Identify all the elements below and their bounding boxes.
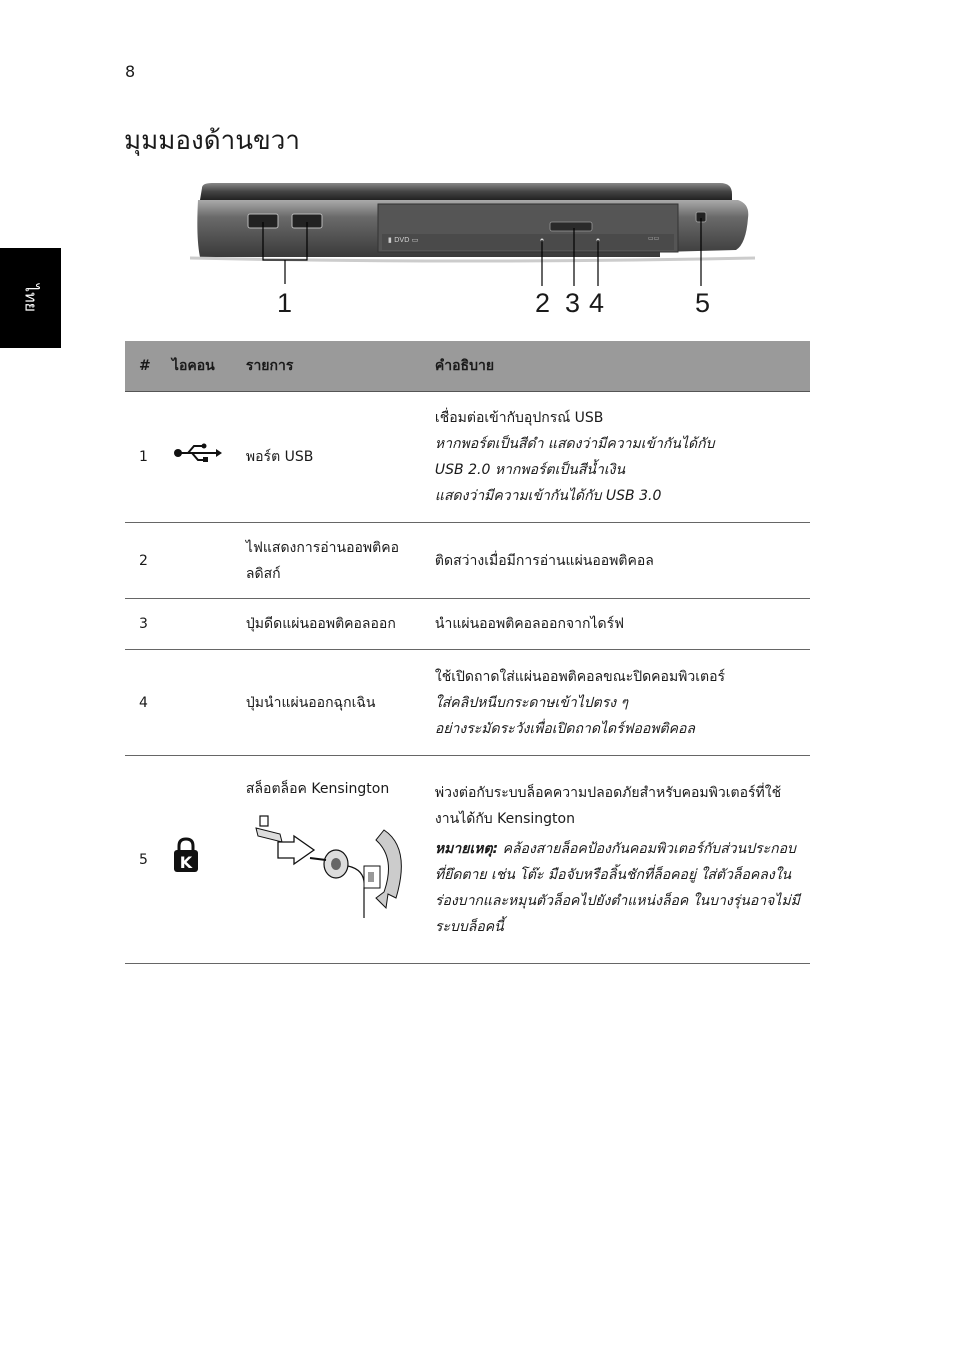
row-item: พอร์ต USB bbox=[232, 392, 421, 523]
note-label: หมายเหตุ: bbox=[434, 840, 499, 857]
kensington-desc: พ่วงต่อกับระบบล็อคความปลอดภัยสำหรับคอมพิวเตอร์ที่ใช้งานได้กับ Kensington bbox=[434, 784, 782, 827]
desc-line: ใส่คลิปหนีบกระดาษเข้าไปตรง ๆ bbox=[434, 694, 629, 711]
row-number: 2 bbox=[125, 523, 158, 599]
row-number: 1 bbox=[125, 392, 158, 523]
table-row bbox=[125, 756, 810, 964]
laptop-right-side-illustration bbox=[190, 178, 760, 328]
table-row bbox=[125, 392, 810, 523]
row-icon bbox=[158, 650, 232, 756]
lock-insertion-illustration bbox=[246, 808, 411, 928]
callout-3: 3 bbox=[565, 288, 581, 318]
header-description: คำอธิบาย bbox=[421, 341, 810, 392]
row-number: 4 bbox=[125, 650, 158, 756]
row-item-label: สล็อตล็อค Kensington bbox=[245, 781, 390, 797]
row-item: ไฟแสดงการอ่านออพติคอลดิสก์ bbox=[232, 523, 421, 599]
row-icon bbox=[158, 392, 232, 523]
page-title: มุมมองด้านขวา bbox=[124, 126, 300, 156]
usb-desc-line: เชื่อมต่อเข้ากับอุปกรณ์ USB bbox=[434, 410, 604, 426]
table-row bbox=[125, 523, 810, 599]
usb-desc-line: USB 2.0 หากพอร์ตเป็นสีน้ำเงิน bbox=[434, 462, 626, 478]
header-number: # bbox=[125, 341, 158, 392]
row-number: 3 bbox=[125, 599, 158, 650]
table-header-row bbox=[125, 341, 810, 392]
kensington-lock-icon bbox=[172, 837, 200, 873]
header-item: รายการ bbox=[232, 341, 421, 392]
callout-1: 1 bbox=[277, 288, 293, 318]
desc-line: ติดสว่างเมื่อมีการอ่านแผ่นออพติคอล bbox=[434, 552, 654, 569]
row-icon bbox=[158, 756, 232, 964]
header-icon: ไอคอน bbox=[158, 341, 232, 392]
row-item bbox=[232, 756, 421, 964]
note-text: คล้องสายล็อคป้องกันคอมพิวเตอร์กับส่วนประกอบที่ยึดตาย เช่น โต๊ะ มือจับหรือลิ้นชักที่ล็อคอยู่ ใส่ตัวล็อคลงในร่องบากและหมุนตัวล็อคไปยังตำแหน่งล็อค ในบางรุ่นอาจไม่มีระบบล็อคนี้ bbox=[434, 840, 800, 935]
row-description bbox=[421, 599, 810, 650]
row-number: 5 bbox=[125, 756, 158, 964]
row-icon bbox=[158, 523, 232, 599]
table-row bbox=[125, 599, 810, 650]
language-tab-label: ไทย bbox=[21, 284, 41, 312]
language-tab bbox=[0, 248, 61, 348]
row-description bbox=[421, 392, 810, 523]
row-description bbox=[421, 756, 810, 964]
page-number: 8 bbox=[125, 62, 136, 81]
callout-2: 2 bbox=[535, 288, 551, 318]
row-item: ปุ่มนำแผ่นออกฉุกเฉิน bbox=[232, 650, 421, 756]
row-icon bbox=[158, 599, 232, 650]
row-description bbox=[421, 523, 810, 599]
desc-line: อย่างระมัดระวังเพื่อเปิดถาดไดร์ฟออพติคอล bbox=[434, 720, 695, 737]
usb-icon bbox=[172, 442, 222, 464]
usb-desc-line: หากพอร์ตเป็นสีดำ แสดงว่ามีความเข้ากันได้กับ bbox=[434, 436, 715, 452]
table-row bbox=[125, 650, 810, 756]
usb-desc-line: แสดงว่ามีความเข้ากันได้กับ USB 3.0 bbox=[434, 488, 662, 504]
desc-line: ใช้เปิดถาดใส่แผ่นออพติคอลขณะปิดคอมพิวเตอร์ bbox=[434, 668, 726, 685]
callout-5: 5 bbox=[695, 288, 711, 318]
callout-4: 4 bbox=[589, 288, 605, 318]
desc-line: นำแผ่นออพติคอลออกจากไดร์ฟ bbox=[434, 616, 625, 632]
row-description bbox=[421, 650, 810, 756]
svg-text:▮ DVD ▭: ▮ DVD ▭ bbox=[388, 236, 419, 244]
row-item: ปุ่มดีดแผ่นออพติคอลออก bbox=[232, 599, 421, 650]
svg-text:▭▭: ▭▭ bbox=[648, 235, 660, 242]
kensington-note bbox=[435, 836, 800, 940]
component-table bbox=[125, 341, 810, 964]
svg-text:K: K bbox=[179, 853, 193, 872]
